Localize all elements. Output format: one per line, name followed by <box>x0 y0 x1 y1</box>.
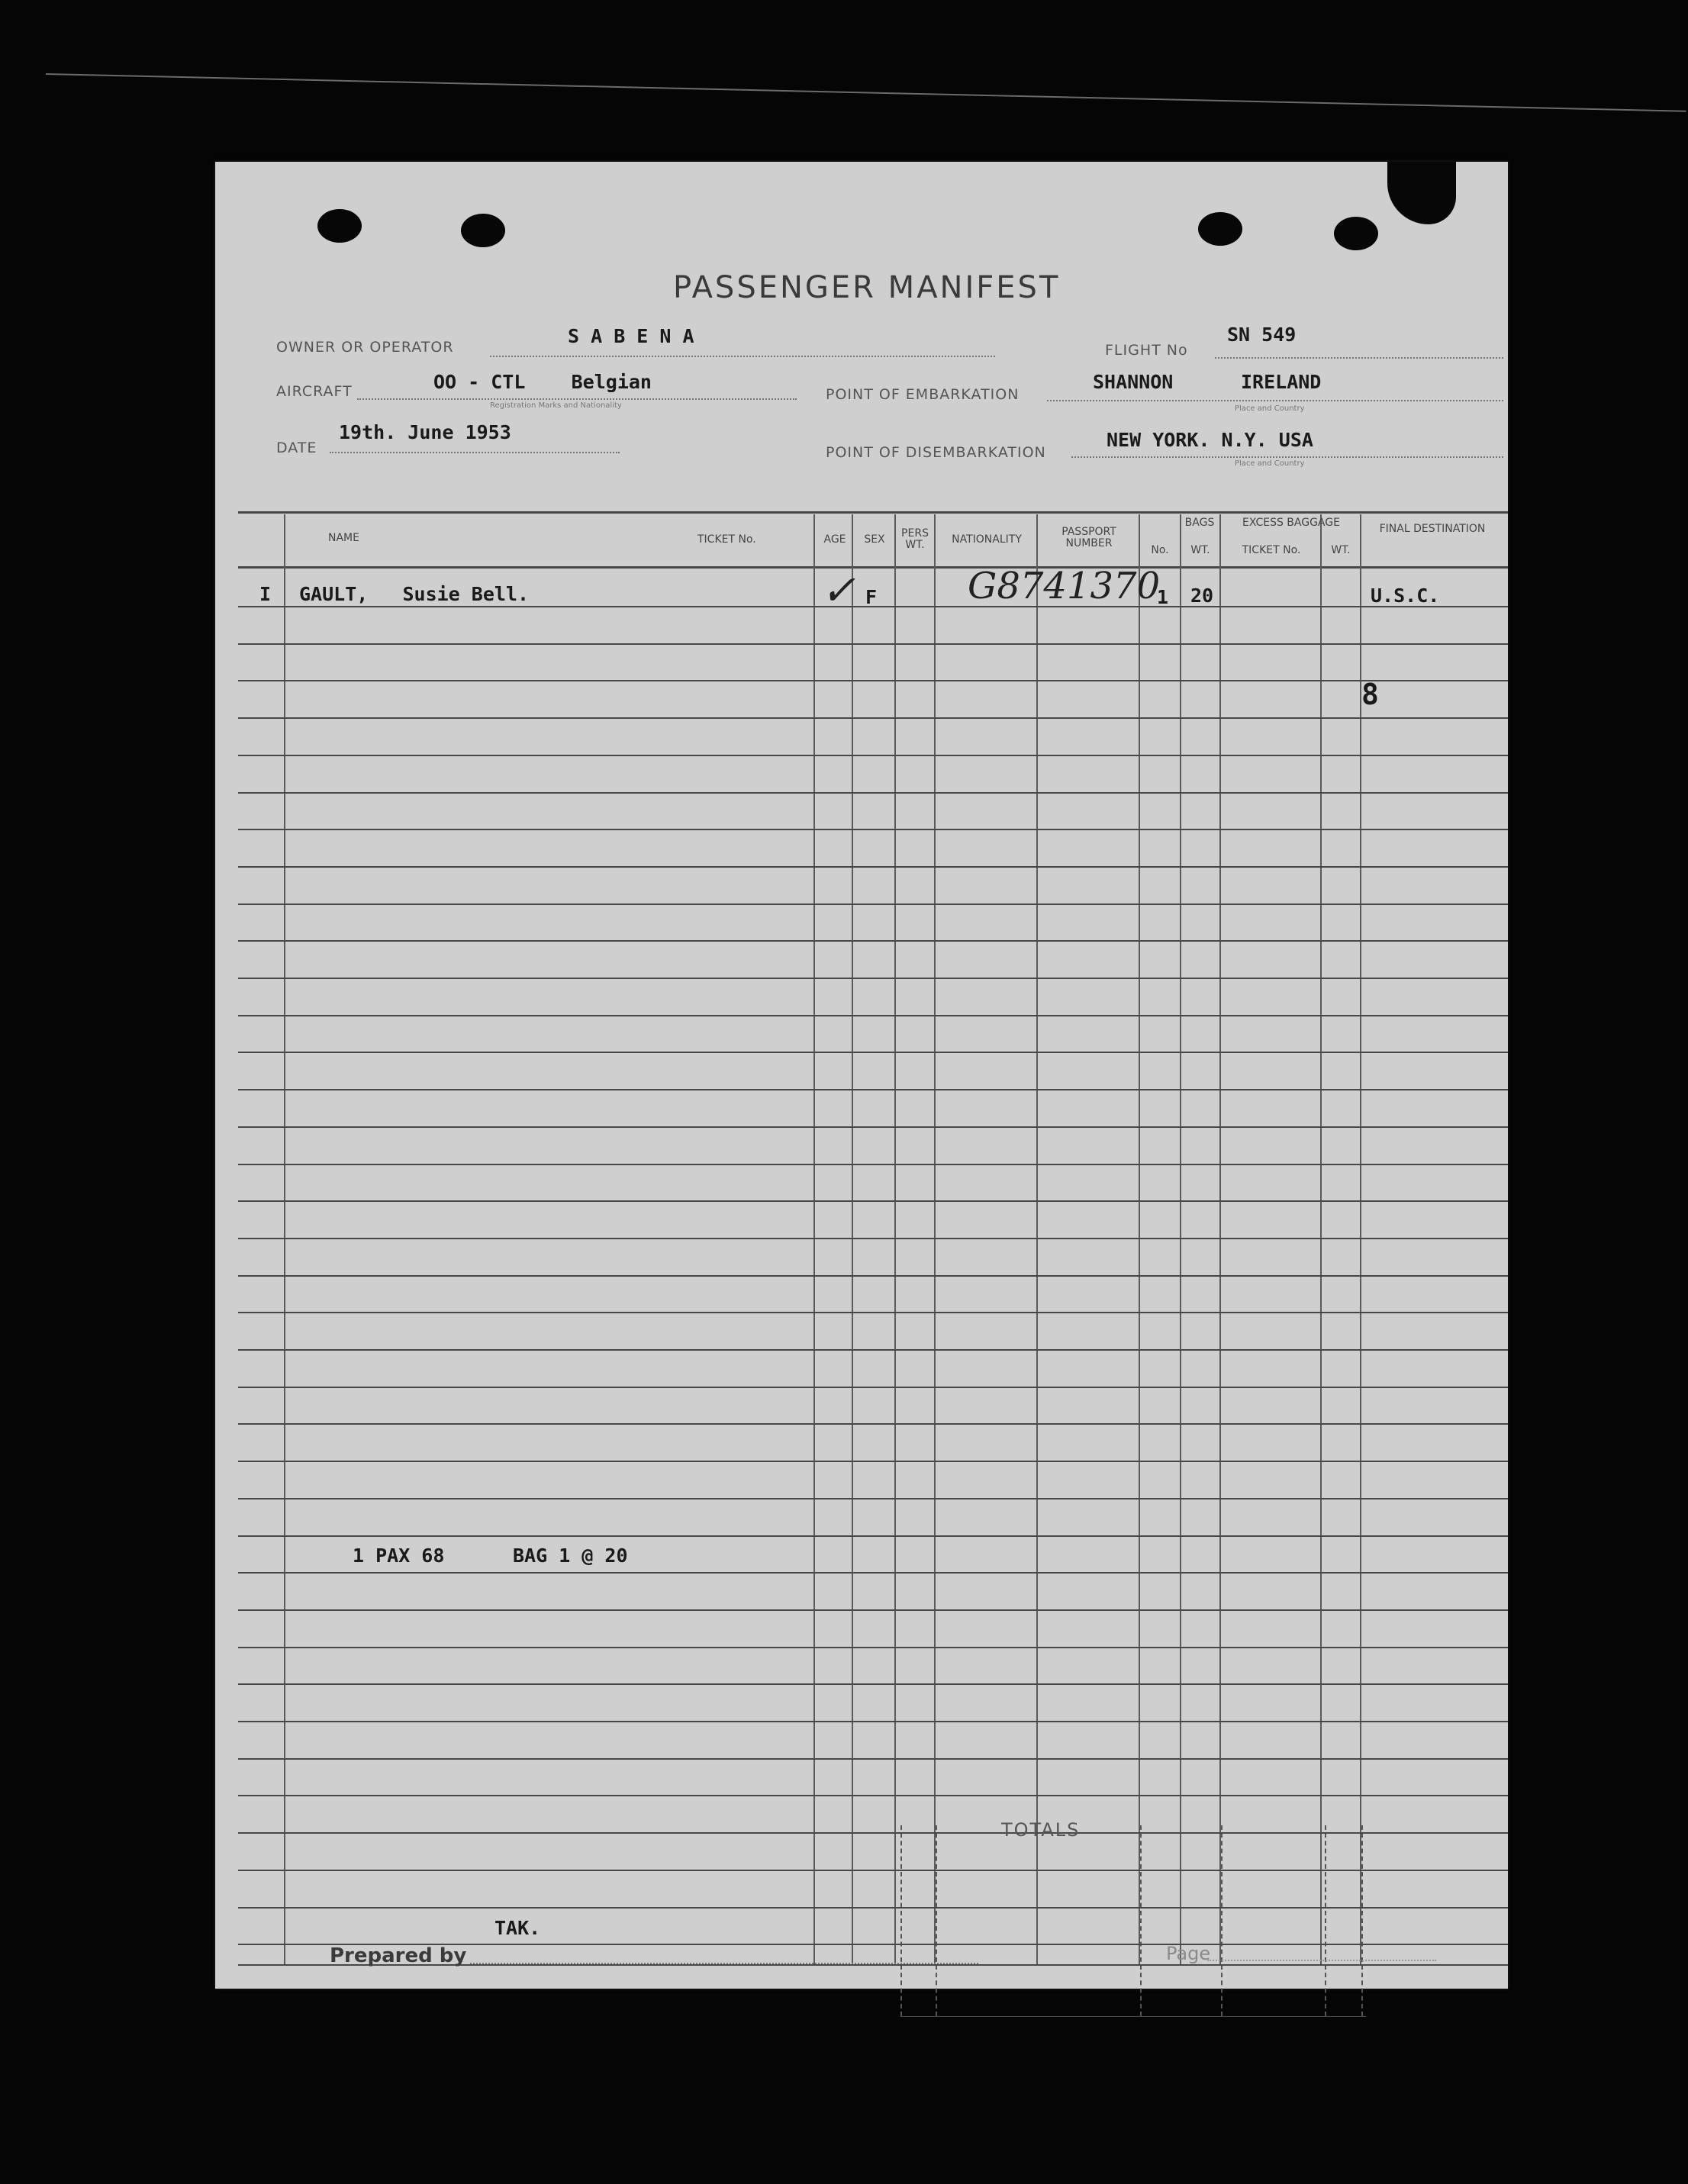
col-sep-excess <box>1320 514 1322 1964</box>
table-header-rule <box>238 566 1508 569</box>
table-row-line <box>238 940 1508 942</box>
table-row-line <box>238 978 1508 979</box>
flight-line <box>1215 357 1503 359</box>
age-checkmark: ✓ <box>821 566 856 614</box>
table-row-line <box>238 1015 1508 1016</box>
table-row-line <box>238 1387 1508 1388</box>
col-sep-index <box>284 514 285 1964</box>
embarkation-city: SHANNON <box>1093 371 1174 393</box>
totals-label: TOTALS <box>1001 1819 1081 1841</box>
totals-dash-6 <box>1361 1825 1363 2016</box>
table-row-line <box>238 1795 1508 1796</box>
passenger-sex: F <box>865 586 878 608</box>
table-row-line <box>238 1423 1508 1425</box>
col-sep-sex <box>894 514 896 1964</box>
table-row-line <box>238 829 1508 830</box>
prepared-by-value: TAK. <box>494 1917 541 1939</box>
punch-hole-right-2 <box>1334 217 1378 250</box>
embarkation-line <box>1047 400 1503 401</box>
col-header-excess-ticket: TICKET No. <box>1242 544 1301 556</box>
table-row-line <box>238 1572 1508 1574</box>
col-sep-excesswt <box>1360 514 1361 1964</box>
prepared-by-line <box>470 1963 978 1964</box>
table-row-line <box>238 1089 1508 1090</box>
table-row-line <box>238 1126 1508 1128</box>
totals-dash-4 <box>1221 1825 1223 2016</box>
disembarkation-note: Place and Country <box>1235 459 1305 468</box>
table-row-line <box>238 643 1508 645</box>
table-row-line <box>238 680 1508 681</box>
table-row-line <box>238 904 1508 905</box>
table-row-line <box>238 1647 1508 1648</box>
col-header-age: AGE <box>823 533 846 546</box>
manifest-sheet <box>215 162 1508 1989</box>
col-sep-bagno <box>1180 514 1181 1964</box>
col-header-pers: PERS WT. <box>901 527 929 551</box>
flight-label: FLIGHT No <box>1105 342 1188 359</box>
table-row-line <box>238 1275 1508 1277</box>
col-sep-age <box>852 514 853 1964</box>
page-line <box>1207 1960 1436 1961</box>
margin-mark: 8 <box>1361 678 1379 711</box>
table-row-line <box>238 1349 1508 1351</box>
table-row-line <box>238 717 1508 719</box>
punch-hole-left-2 <box>461 214 505 247</box>
aircraft-line <box>357 398 797 400</box>
col-sep-bagwt <box>1219 514 1221 1964</box>
table-row-line <box>238 1907 1508 1909</box>
table-row-line <box>238 1052 1508 1053</box>
table-row-line <box>238 1870 1508 1871</box>
col-header-bags-wt: WT. <box>1190 544 1210 556</box>
table-row-line <box>238 1164 1508 1165</box>
table-row-line <box>238 1683 1508 1685</box>
table-row-line <box>238 1312 1508 1313</box>
table-row-line <box>238 1498 1508 1499</box>
torn-corner <box>1387 162 1456 224</box>
summary-bag: BAG 1 @ 20 <box>513 1545 628 1567</box>
flight-value: SN 549 <box>1227 324 1297 346</box>
film-edge-line <box>46 73 1686 112</box>
table-top-rule <box>238 511 1508 514</box>
prepared-by-label: Prepared by <box>330 1944 467 1967</box>
col-header-final-destination: FINAL DESTINATION <box>1379 523 1486 535</box>
col-sep-passport <box>1139 514 1140 1964</box>
col-sep-pers <box>934 514 936 1964</box>
table-row-line <box>238 755 1508 756</box>
totals-dash-1 <box>900 1825 902 2016</box>
table-row-line <box>238 792 1508 794</box>
date-label: DATE <box>276 440 317 456</box>
col-header-name: NAME <box>328 532 359 544</box>
col-header-passport: PASSPORT NUMBER <box>1061 526 1116 549</box>
col-header-bags-no: No. <box>1151 544 1169 556</box>
passport-number-handwritten: G8741370 <box>968 565 1161 607</box>
col-header-excess: EXCESS BAGGAGE <box>1242 517 1340 529</box>
punch-hole-right-1 <box>1198 212 1242 246</box>
embarkation-label: POINT OF EMBARKATION <box>826 386 1020 403</box>
disembarkation-label: POINT OF DISEMBARKATION <box>826 444 1046 461</box>
col-header-sex: SEX <box>864 533 885 546</box>
table-row-line <box>238 1832 1508 1834</box>
aircraft-label: AIRCRAFT <box>276 383 353 400</box>
bags-weight: 20 <box>1190 585 1214 607</box>
row-index: I <box>259 583 272 605</box>
totals-dash-2 <box>936 1825 937 2016</box>
final-destination: U.S.C. <box>1371 585 1440 607</box>
embarkation-note: Place and Country <box>1235 404 1305 413</box>
table-row-line <box>238 1609 1508 1611</box>
bags-count: 1 <box>1157 586 1169 608</box>
totals-dash-3 <box>1140 1825 1142 2016</box>
table-row-line <box>238 1238 1508 1239</box>
passenger-name: GAULT, Susie Bell. <box>299 583 530 605</box>
date-value: 19th. June 1953 <box>339 421 511 443</box>
punch-hole-left-1 <box>317 209 362 243</box>
table-row-line <box>238 1535 1508 1537</box>
owner-line <box>490 356 995 357</box>
col-header-nationality: NATIONALITY <box>952 533 1022 546</box>
col-header-ticket: TICKET No. <box>697 533 756 546</box>
embarkation-country: IRELAND <box>1241 371 1322 393</box>
summary-pax: 1 PAX 68 <box>353 1545 445 1567</box>
totals-bottom-rule <box>900 2016 1366 2017</box>
disembarkation-value: NEW YORK. N.Y. USA <box>1107 429 1313 451</box>
col-sep-nationality <box>1036 514 1038 1964</box>
col-header-bags: BAGS <box>1184 517 1215 529</box>
page-title: PASSENGER MANIFEST <box>673 270 1061 305</box>
table-row-line <box>238 1721 1508 1722</box>
date-line <box>330 452 620 453</box>
table-row-line <box>238 866 1508 868</box>
disembarkation-line <box>1071 456 1503 458</box>
totals-dash-5 <box>1325 1825 1326 2016</box>
table-row-line <box>238 1200 1508 1202</box>
col-header-excess-wt: WT. <box>1331 544 1351 556</box>
aircraft-note: Registration Marks and Nationality <box>490 401 622 410</box>
table-row-line <box>238 1758 1508 1760</box>
col-sep-name <box>813 514 815 1964</box>
aircraft-value: OO - CTL Belgian <box>433 371 652 393</box>
owner-value: S A B E N A <box>568 325 694 347</box>
owner-label: OWNER OR OPERATOR <box>276 339 454 356</box>
table-row-line <box>238 1461 1508 1462</box>
page-label: Page <box>1166 1943 1211 1964</box>
